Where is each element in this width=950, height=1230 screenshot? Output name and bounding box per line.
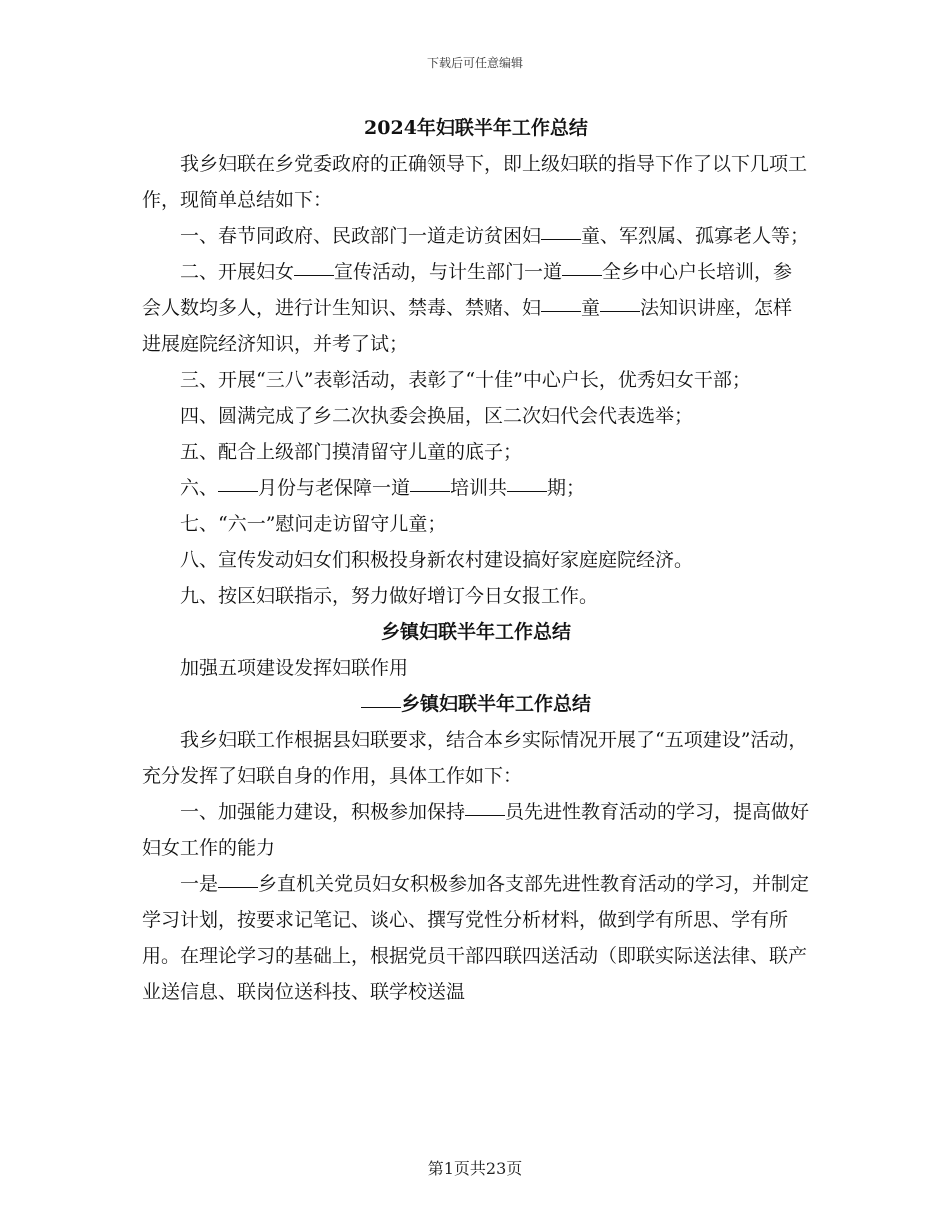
fill-blank bbox=[507, 490, 547, 492]
section-title-2: 乡镇妇联半年工作总结 bbox=[142, 686, 810, 722]
intro-paragraph: 我乡妇联在乡党委政府的正确领导下，即上级妇联的指导下作了以下几项工作，现简单总结如下： bbox=[142, 153, 808, 211]
page-header-note: 下载后可任意编辑 bbox=[426, 56, 523, 70]
fill-blank bbox=[562, 274, 602, 276]
fill-blank bbox=[465, 814, 505, 816]
section-subtitle: 加强五项建设发挥妇联作用 bbox=[180, 657, 409, 679]
work-item-1: 一、春节同政府、民政部门一道走访贫困妇 童、军烈属、孤寡老人等； bbox=[180, 225, 810, 247]
section-title: 乡镇妇联半年工作总结 bbox=[380, 621, 571, 643]
work-item-9: 九、按区妇联指示，努力做好增订今日女报工作。 bbox=[180, 585, 599, 607]
work-item-5: 五、配合上级部门摸清留守儿童的底子； bbox=[180, 441, 523, 463]
summary-paragraph: 我乡妇联工作根据县妇联要求，结合本乡实际情况开展了“五项建设”活动，充分发挥了妇联自身的作用，具体工作如下： bbox=[142, 729, 808, 787]
fill-blank bbox=[600, 310, 640, 312]
detail-paragraph: 一是 乡直机关党员妇女积极参加各支部先进性教育活动的学习，并制定学习计划，按要求记笔记、谈心、撰写党性分析材料，做到学有所思、学有所用。在理论学习的基础上，根据党员干部四联四送活动（即联实际送法律、联产业送信息、联岗位送科技、联学校送温 bbox=[142, 873, 810, 1003]
work-item-3: 三、开展“三八”表彰活动，表彰了“十佳”中心户长，优秀妇女干部； bbox=[180, 369, 751, 391]
work-item-8: 八、宣传发动妇女们积极投身新农村建设搞好家庭庭院经济。 bbox=[180, 549, 694, 571]
fill-blank bbox=[410, 490, 450, 492]
document-title: 2024年妇联半年工作总结 bbox=[364, 117, 588, 139]
section-heading-1: 一、加强能力建设，积极参加保持 员先进性教育活动的学习，提高做好妇女工作的能力 bbox=[142, 801, 810, 859]
work-item-4: 四、圆满完成了乡二次执委会换届，区二次妇代会代表选举； bbox=[180, 405, 694, 427]
fill-blank bbox=[218, 886, 258, 888]
work-item-6: 六、 月份与老保障一道 培训共 期； bbox=[180, 477, 586, 499]
fill-blank bbox=[541, 238, 581, 240]
fill-blank bbox=[218, 490, 258, 492]
fill-blank bbox=[294, 274, 334, 276]
work-item-2: 二、开展妇女 宣传活动，与计生部门一道 全乡中心户长培训，参会人数均多人，进行计生知识、禁毒、禁赌、妇 童 法知识讲座，怎样进展庭院经济知识，并考了试； bbox=[142, 261, 793, 355]
document-body bbox=[142, 110, 810, 1010]
page-number: 第1页共23页 bbox=[427, 1159, 523, 1178]
fill-blank bbox=[361, 706, 401, 708]
fill-blank bbox=[541, 310, 581, 312]
work-item-7: 七、“六一”慰问走访留守儿童； bbox=[180, 513, 447, 535]
